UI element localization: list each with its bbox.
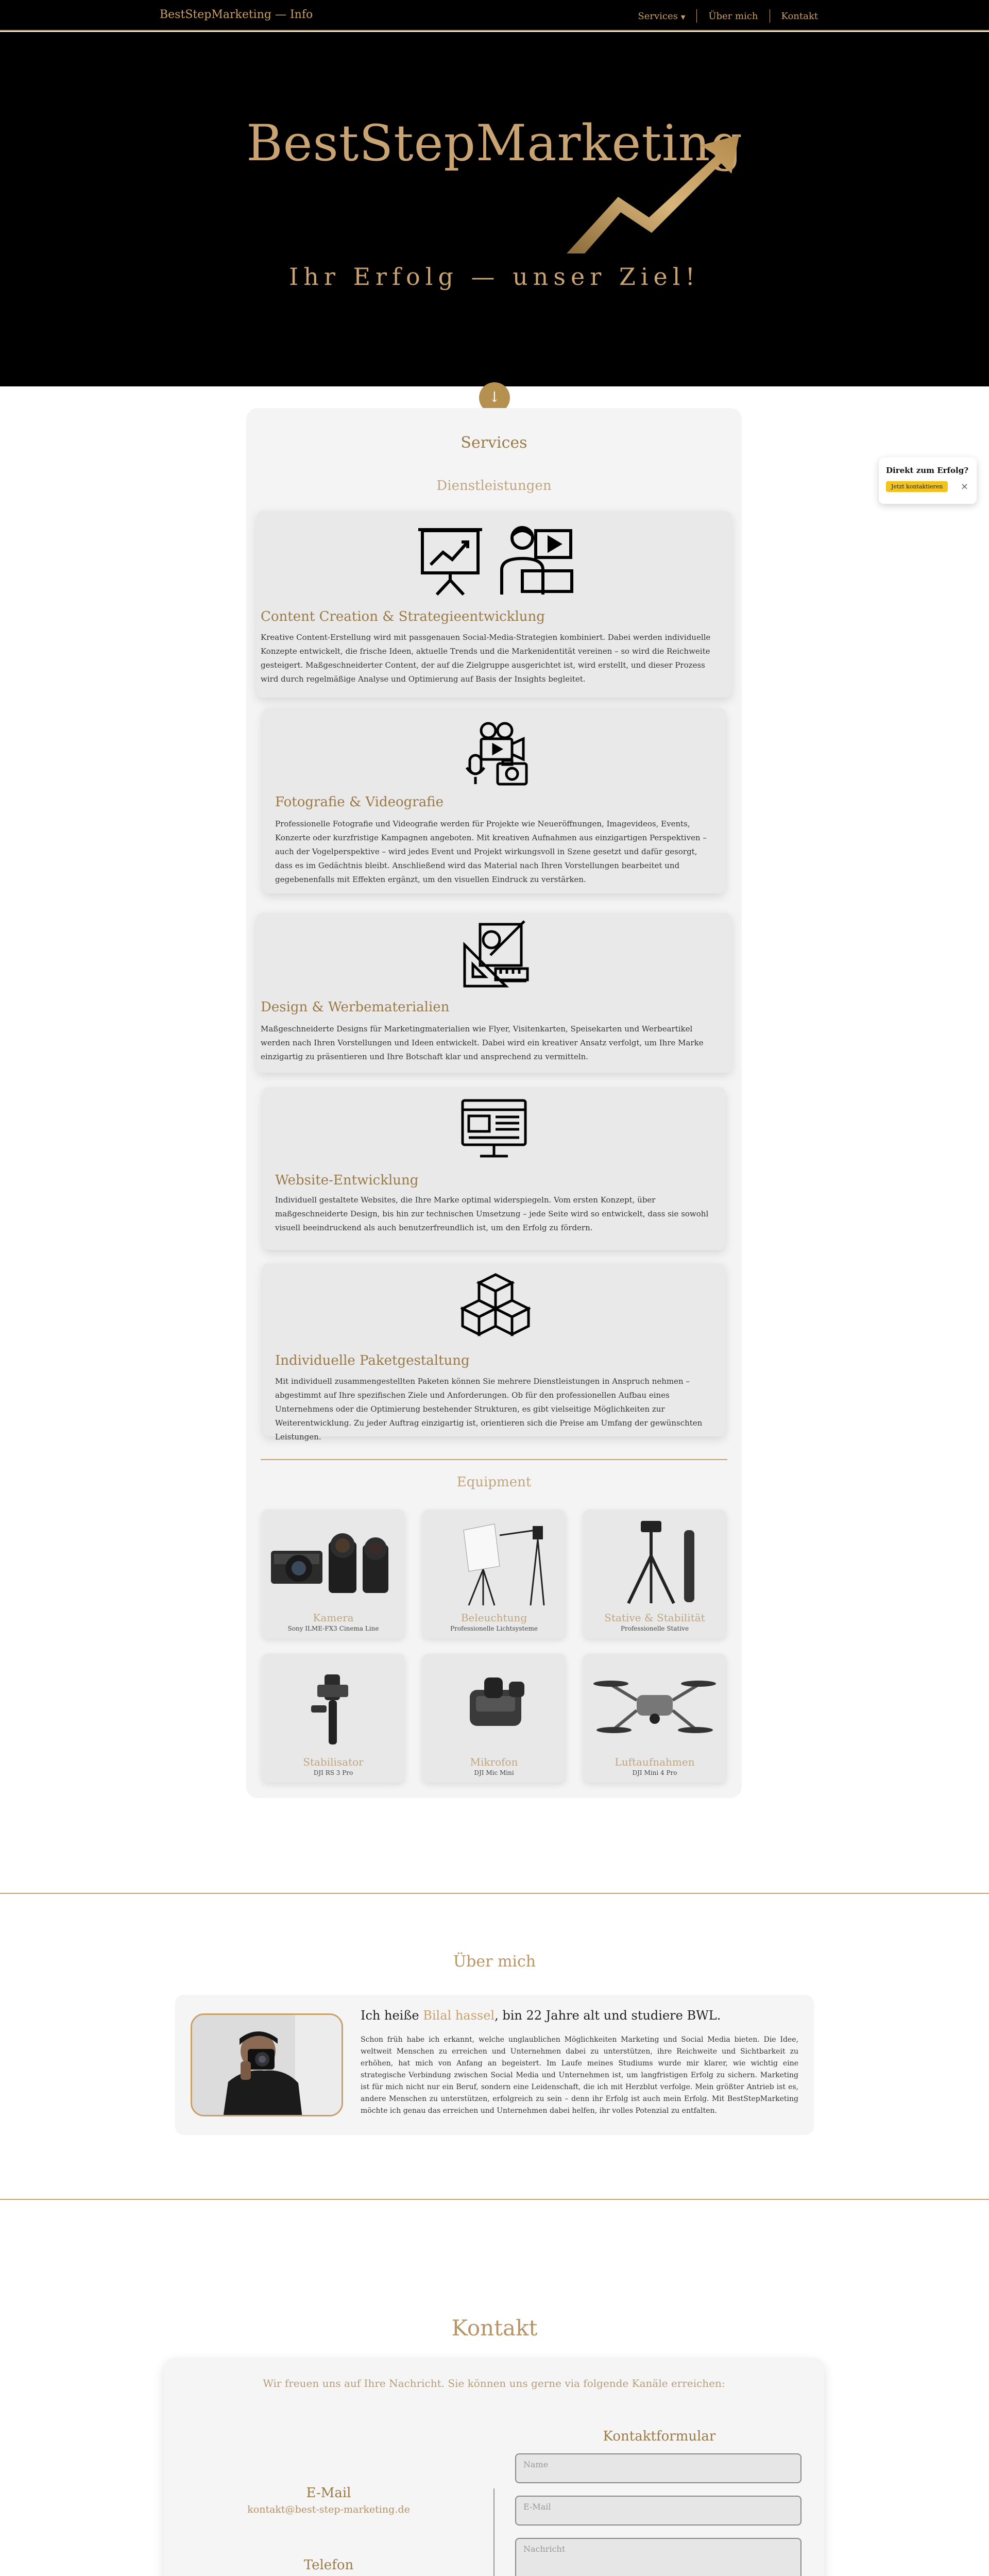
package-cubes-icon (461, 1273, 531, 1345)
equipment-name: Stative & Stabilität (604, 1612, 705, 1624)
service-text: Mit individuell zusammengestellten Paketen können Sie mehrere Dienstleistungen in Anspruch nehmen – abgestimmt auf Ihre spezifischen Ziele und Anforderungen. Ob für den professionellen Aufbau eines Unternehmens oder die Optimierung bestehender Strukturen, es gibt vielseitige Möglichkeiten zur Weiterentwicklung. Zu jeder Auftrag einzigartig ist, orientieren sich die Preise am Umfang der gewünschten Leistungen. (275, 1377, 703, 1442)
contact-title: Kontakt (451, 2315, 538, 2341)
camera-kit-image (262, 1515, 405, 1607)
equipment-card (583, 1510, 726, 1638)
about-card (175, 1995, 814, 2135)
hero-section (0, 32, 989, 386)
equipment-name: Stabilisator (303, 1756, 364, 1768)
service-text: Professionelle Fotografie und Videografie werden für Projekte wie Neueröffnungen, Imagevideos, Events, Konzerte oder kurzfristige Kampagnen angeboten. Mit kreativen Aufnahmen aus einzigartigen Perspektiven – auch der Vogelperspektive – wird jedes Event und Projekt wirkungsvoll in Szene gesetzt und dafür gesorgt, dass es im Gedächtnis bleibt. Anschließend wird das Material nach Ihren Vorstellungen bearbeitet und gegebenenfalls mit Effekten ergänzt, um den visuellen Eindruck zu verstärken. (275, 819, 707, 884)
equipment-desc: Professionelle Lichtsysteme (450, 1625, 538, 1632)
section-rule (0, 2199, 989, 2200)
service-title: Fotografie & Videografie (275, 794, 444, 810)
equipment-desc: Professionelle Stative (620, 1625, 689, 1632)
equipment-card (583, 1654, 726, 1783)
phone-label: Telefon (303, 2557, 354, 2573)
contact-widget (879, 457, 977, 504)
about-name: Bilal hassel (423, 2008, 495, 2023)
form-title: Kontaktformular (603, 2429, 716, 2444)
service-text: Individuell gestaltete Websites, die Ihre Marke optimal widerspiegeln. Vom ersten Konzept, über maßgeschneiderte Design, bis hin zur technischen Umsetzung – jede Seite wird so entwickelt, dass sie sowohl visuell beeindruckend als auch benutzerfreundlich ist, um den Erfolg zu fördern. (275, 1195, 709, 1232)
service-title: Website-Entwicklung (275, 1173, 419, 1188)
about-lead-post: , bin 22 Jahre alt und studiere BWL. (494, 2008, 721, 2023)
profile-photo (191, 2013, 343, 2116)
services-panel (246, 408, 742, 1798)
service-card (257, 913, 731, 1073)
service-title: Content Creation & Strategieentwicklung (261, 609, 545, 624)
equipment-card (422, 1654, 566, 1783)
contact-card (164, 2358, 824, 2576)
equipment-desc: DJI Mic Mini (474, 1769, 514, 1776)
service-title: Design & Werbematerialien (261, 999, 450, 1015)
services-subtitle: Dienstleistungen (436, 478, 552, 494)
nav-links (626, 9, 829, 23)
service-title: Individuelle Paketgestaltung (275, 1353, 470, 1368)
drone-image (583, 1659, 726, 1752)
nav-about-link[interactable]: Über mich (708, 10, 758, 22)
equipment-name: Kamera (313, 1612, 354, 1624)
service-card (263, 708, 725, 893)
presentation-icon (414, 522, 574, 597)
message-field[interactable]: Nachricht (515, 2538, 802, 2576)
growth-arrow-icon (561, 125, 747, 259)
name-field[interactable]: Name (515, 2453, 802, 2483)
about-body: Schon früh habe ich erkannt, welche unglaublichen Möglichkeiten Marketing und Social Media bieten. Die Idee, weltweit Menschen zu erreichen und Unternehmen dabei zu unterstützen, ihre Reichweite und Sichtbarkeit zu erhöhen, hat mich von Anfang an begeistert. Im Laufe meines Studiums wurde mir klarer, wie wichtig eine strategische Verbindung zwischen Social Media und Unternehmen ist, um langfristigen Erfolg zu sichern. Marketing ist für mich nicht nur ein Beruf, sondern eine Leidenschaft, die ich mit Herzblut verfolge. Mein größter Antrieb ist es, andere Menschen zu unterstützen, erfolgreich zu sein – denn ihr Erfolg ist auch mein Erfolg. Mit BestStepMarketing möchte ich genau das erreichen und Unternehmen dabei helfen, ihr volles Potenzial zu entfalten. (361, 2036, 798, 2115)
contact-widget-label: Direkt zum Erfolg? (886, 466, 968, 475)
service-card (263, 1087, 725, 1250)
about-title: Über mich (453, 1953, 536, 1971)
nav-contact-link[interactable]: Kontakt (781, 10, 818, 22)
services-title: Services (461, 434, 527, 452)
microphone-image (422, 1659, 566, 1752)
tripod-image (583, 1515, 726, 1607)
hero-subtitle: Ihr Erfolg — unser Ziel! (289, 263, 700, 291)
website-monitor-icon (461, 1098, 527, 1162)
email-link[interactable]: kontakt@best-step-marketing.de (247, 2504, 410, 2515)
service-text: Maßgeschneiderte Designs für Marketingmaterialien wie Flyer, Visitenkarten, Speisekarten und Werbeartikel werden nach Ihren Vorstellungen und Ideen entwickelt. Dabei wird ein kreativer Ansatz verfolgt, um Ihre Marke einzigartig zu präsentieren und Ihre Botschaft klar und ansprechend zu vermitteln. (261, 1024, 704, 1061)
equipment-name: Mikrofon (470, 1756, 518, 1768)
nav-services-label: Services (638, 10, 678, 22)
nav-services-dropdown[interactable] (626, 11, 696, 22)
caret-down-icon: ▼ (680, 13, 686, 21)
arrow-down-icon: ↓ (488, 388, 501, 405)
photographer-image (192, 2015, 343, 2116)
equipment-title: Equipment (456, 1475, 532, 1490)
equipment-desc: DJI RS 3 Pro (313, 1769, 353, 1776)
contact-widget-button[interactable]: Jetzt kontaktieren (886, 481, 948, 492)
equipment-desc: DJI Mini 4 Pro (632, 1769, 677, 1776)
camera-microphone-icon (466, 719, 533, 786)
brand-link[interactable]: BestStepMarketing — Info (160, 8, 313, 21)
about-lead-pre: Ich heiße (361, 2008, 423, 2023)
service-text: Kreative Content-Erstellung wird mit passgenauen Social-Media-Strategien kombiniert. Dabei werden individuelle Konzepte entwickelt, die frische Ideen, aktuelle Trends und die Markenidentität vereinen – so wird die Reichweite gesteigert. Maßgeschneiderter Content, der auf die Zielgruppe ausgerichtet ist, wird erstellt, und dieser Prozess wird durch regelmäßige Analyse und Optimierung auf Basis der Insights begleitet. (261, 633, 711, 684)
contact-divider (493, 2488, 494, 2576)
email-field[interactable]: E-Mail (515, 2496, 802, 2526)
about-lead (361, 2008, 721, 2023)
equipment-desc: Sony ILME-FX3 Cinema Line (287, 1625, 379, 1632)
navbar (0, 0, 989, 31)
equipment-name: Beleuchtung (461, 1612, 527, 1624)
design-tools-icon (459, 919, 532, 991)
service-card (257, 511, 731, 698)
equipment-name: Luftaufnahmen (615, 1756, 695, 1768)
gimbal-image (262, 1659, 405, 1752)
equipment-card (262, 1510, 405, 1638)
email-label: E-Mail (306, 2485, 351, 2501)
equipment-card (262, 1654, 405, 1783)
hero-title: BestStepMarketing (246, 114, 743, 172)
lighting-image (422, 1515, 566, 1607)
equipment-card (422, 1510, 566, 1638)
section-rule (0, 1893, 989, 1894)
contact-intro: Wir freuen uns auf Ihre Nachricht. Sie können uns gerne via folgende Kanäle erreichen: (263, 2377, 725, 2389)
close-icon[interactable]: × (960, 481, 968, 492)
service-card (263, 1263, 725, 1442)
section-divider (261, 1459, 727, 1460)
